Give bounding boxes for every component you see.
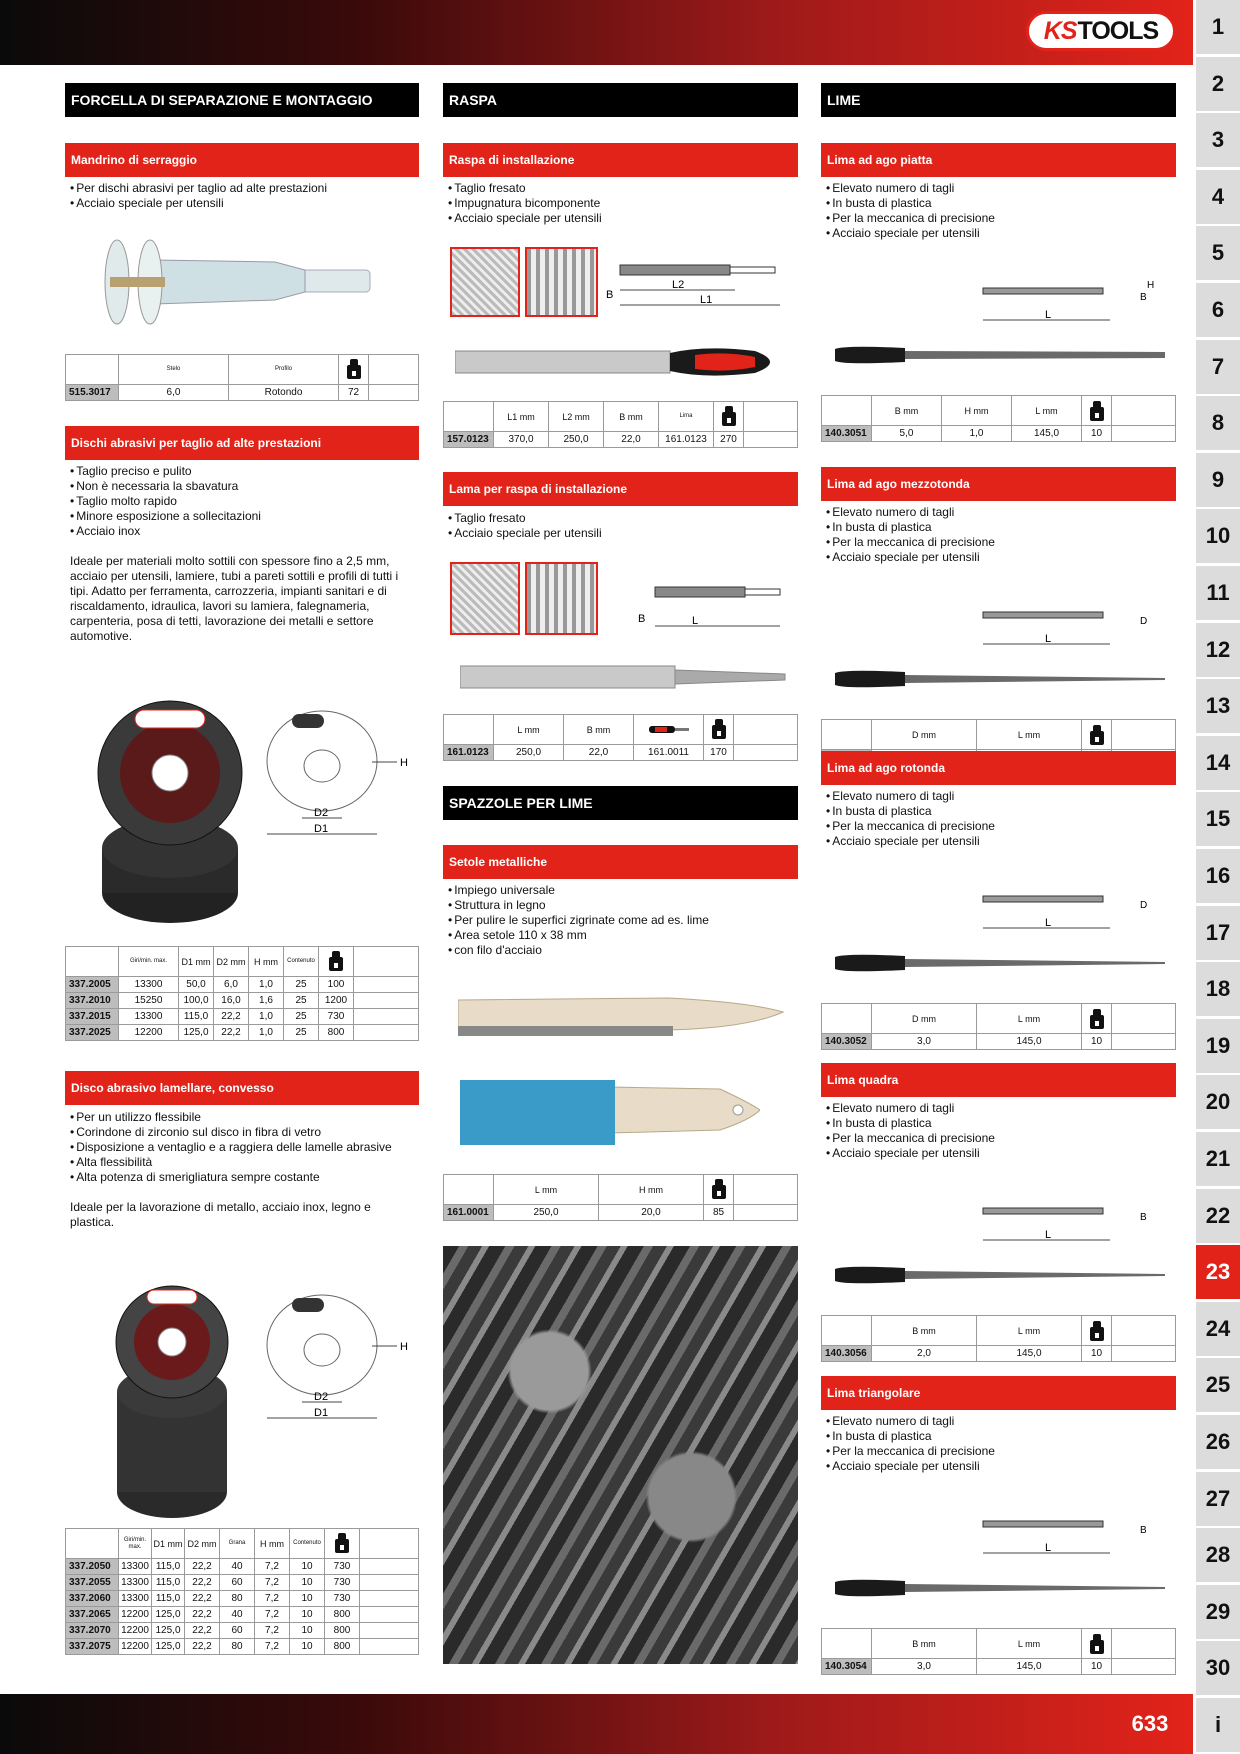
tab-15[interactable]: 15	[1196, 792, 1240, 846]
tab-9[interactable]: 9	[1196, 453, 1240, 507]
bullet: • Per la meccanica di precisione	[826, 211, 995, 226]
bullet: • Elevato numero di tagli	[826, 181, 995, 196]
brand-logo: KS TOOLS	[1026, 11, 1176, 51]
dim-label: B	[1140, 1212, 1147, 1223]
product-title-lamellare: Disco abrasivo lamellare, convesso	[65, 1071, 419, 1105]
bullets-lima	[826, 505, 995, 565]
bullet: • In busta di plastica	[826, 196, 995, 211]
tab-27[interactable]: 27	[1196, 1472, 1240, 1526]
bullet: • Impugnatura bicomponente	[448, 196, 602, 211]
cutting-disc-image	[90, 698, 250, 928]
bullet: • Elevato numero di tagli	[826, 789, 995, 804]
table-lima: D mm L mm 140.3052 3,0 145,0 10	[821, 1003, 1176, 1050]
table-lima: B mm L mm 140.3054 3,0 145,0 10	[821, 1628, 1176, 1675]
bullet: • Area setole 110 x 38 mm	[448, 928, 709, 943]
disc-dimension-drawing	[262, 706, 422, 846]
bullet: • In busta di plastica	[826, 1116, 995, 1131]
tab-30[interactable]: 30	[1196, 1641, 1240, 1695]
header-bar	[0, 0, 1193, 65]
bullet: • Acciaio speciale per utensili	[826, 834, 995, 849]
table-lamellare: Giri/min. max. D1 mm D2 mm Grana H mm Contenuto 337.2050 13300 115,0 22,2 40 7,2 10 730 337.2055 13300 115,0 22,2 60 7,2 10 730 337.2060 13300 115,0 22,2 80 7,2 10 730 337.2065 12200 125,0 22,2 40 7,2 10 800 337.2070 12200 125,0 22,2 60 7,2 10 800 337.2075 12200 125,0 22,2 80 7,2 10 800	[65, 1528, 419, 1655]
bullet: • Per la meccanica di precisione	[826, 1131, 995, 1146]
product-title-mandrino: Mandrino di serraggio	[65, 143, 419, 177]
bullet: • Taglio molto rapido	[70, 494, 261, 509]
tab-23[interactable]: 23	[1196, 1245, 1240, 1299]
bullets-lima	[826, 181, 995, 241]
rasp-image	[455, 345, 785, 380]
dim-label-d1: D1	[314, 823, 329, 835]
bullet: • Acciaio speciale per utensili	[70, 196, 327, 211]
bullet: • Per dischi abrasivi per taglio ad alte prestazioni	[70, 181, 327, 196]
bullet: • In busta di plastica	[826, 804, 995, 819]
tab-26[interactable]: 26	[1196, 1415, 1240, 1469]
product-title-lima: Lima ad ago piatta	[821, 143, 1176, 177]
bullet: • In busta di plastica	[826, 1429, 995, 1444]
bullet: • Non è necessaria la sbavatura	[70, 479, 261, 494]
bullet: • Disposizione a ventaglio e a raggiera delle lamelle abrasive	[70, 1140, 392, 1155]
package-icon	[710, 1179, 728, 1201]
bullet: • Taglio fresato	[448, 511, 602, 526]
dim-label-h: H	[400, 757, 408, 769]
table-lima: B mm L mm 140.3056 2,0 145,0 10	[821, 1315, 1176, 1362]
product-title-lima: Lima ad ago mezzotonda	[821, 467, 1176, 501]
rasp-texture-image	[450, 562, 520, 635]
tab-2[interactable]: 2	[1196, 57, 1240, 111]
needle-file-image	[835, 951, 1165, 975]
tab-13[interactable]: 13	[1196, 679, 1240, 733]
package-icon	[345, 359, 363, 381]
wire-brush-blue-image	[460, 1075, 760, 1155]
bullet: • Acciaio inox	[70, 524, 261, 539]
blade-dimension-drawing	[630, 574, 790, 634]
file-dimension-drawing	[975, 1513, 1155, 1563]
file-bin-photo	[443, 1246, 798, 1664]
page-number: 633	[1131, 1711, 1169, 1736]
dim-label-b: B	[638, 613, 646, 625]
table-setole: L mm H mm 161.0001 250,0 20,0 85	[443, 1174, 798, 1221]
dim-label: B	[1140, 1525, 1147, 1536]
product-title-lima: Lima ad ago rotonda	[821, 751, 1176, 785]
package-icon	[333, 1533, 351, 1555]
table-lama: L mm B mm 161.0123 250,0 22,0 161.0011 170	[443, 714, 798, 761]
file-dimension-drawing	[975, 1200, 1155, 1250]
file-dimension-drawing	[975, 280, 1155, 330]
dim-label-l: L	[1045, 1542, 1052, 1554]
bullet: • Taglio preciso e pulito	[70, 464, 261, 479]
table-lima: B mm H mm L mm 140.3051 5,0 1,0 145,0 10	[821, 395, 1176, 442]
section-title-lime: LIME	[821, 83, 1176, 117]
product-title-lama-raspa: Lama per raspa di installazione	[443, 472, 798, 506]
tab-5[interactable]: 5	[1196, 226, 1240, 280]
tab-21[interactable]: 21	[1196, 1132, 1240, 1186]
package-icon	[327, 951, 345, 973]
bullet: • Minore esposizione a sollecitazioni	[70, 509, 261, 524]
dim-label-l: L	[692, 615, 699, 627]
bullet: • Acciaio speciale per utensili	[826, 226, 995, 241]
product-title-lima: Lima quadra	[821, 1063, 1176, 1097]
tab-7[interactable]: 7	[1196, 340, 1240, 394]
package-icon	[1088, 1321, 1106, 1341]
bullet: • Corindone di zirconio sul disco in fibra di vetro	[70, 1125, 392, 1140]
tab-14[interactable]: 14	[1196, 736, 1240, 790]
needle-file-image	[835, 1576, 1165, 1600]
bullet: • Elevato numero di tagli	[826, 505, 995, 520]
package-icon	[1088, 401, 1106, 421]
tab-10[interactable]: 10	[1196, 509, 1240, 563]
bullet: • con filo d'acciaio	[448, 943, 709, 958]
needle-file-image	[835, 343, 1165, 367]
tab-6[interactable]: 6	[1196, 283, 1240, 337]
bullet: • Impiego universale	[448, 883, 709, 898]
bullet: • Per la meccanica di precisione	[826, 819, 995, 834]
tab-25[interactable]: 25	[1196, 1358, 1240, 1412]
bullet: • Alta potenza di smerigliatura sempre costante	[70, 1170, 392, 1185]
dim-label: B	[1140, 292, 1147, 303]
tool-handle-icon	[647, 722, 691, 738]
dim-label-h: H	[400, 1341, 408, 1353]
product-title-setole: Setole metalliche	[443, 845, 798, 879]
wire-brush-image	[458, 990, 788, 1050]
tab-12[interactable]: 12	[1196, 623, 1240, 677]
bullet: • Acciaio speciale per utensili	[826, 550, 995, 565]
bullets-dischi	[70, 464, 261, 539]
bullet: • Per la meccanica di precisione	[826, 1444, 995, 1459]
dim-label-b: B	[606, 289, 614, 301]
bullets-lima	[826, 789, 995, 849]
bullet: • Acciaio speciale per utensili	[448, 211, 602, 226]
tab-24[interactable]: 24	[1196, 1302, 1240, 1356]
bullet: • Struttura in legno	[448, 898, 709, 913]
section-title-forcella: FORCELLA DI SEPARAZIONE E MONTAGGIO	[65, 83, 419, 117]
tab-19[interactable]: 19	[1196, 1019, 1240, 1073]
dim-label-l2: L2	[672, 279, 685, 291]
bullet: • Per la meccanica di precisione	[826, 535, 995, 550]
product-title-raspa-installazione: Raspa di installazione	[443, 143, 798, 177]
table-raspa: L1 mm L2 mm B mm Lima 157.0123 370,0 250,0 22,0 161.0123 270	[443, 401, 798, 448]
bullets-setole	[448, 883, 709, 958]
tab-11[interactable]: 11	[1196, 566, 1240, 620]
rasp-texture-image	[525, 562, 598, 635]
bullet: • Acciaio speciale per utensili	[826, 1146, 995, 1161]
dim-label-l: L	[1045, 917, 1052, 929]
dim-label-l: L	[1045, 1229, 1052, 1241]
file-dimension-drawing	[975, 888, 1155, 938]
bullet: • Per pulire le superfici zigrinate come ad es. lime	[448, 913, 709, 928]
bullets-mandrino	[70, 181, 327, 211]
rasp-blade-image	[460, 662, 790, 692]
table-dischi: Giri/min. max. D1 mm D2 mm H mm Contenuto 337.2005 13300 50,0 6,0 1,0 25 100 337.2010 15250 100,0 16,0 1,6 25 1200 337.2015 13300 115,0 22,2 1,0 25 730 337.2025 12200 125,0 22,2 1,0 25 800	[65, 946, 419, 1041]
product-title-dischi: Dischi abrasivi per taglio ad alte prestazioni	[65, 426, 419, 460]
tab-4[interactable]: 4	[1196, 170, 1240, 224]
bullet: • Acciaio speciale per utensili	[826, 1459, 995, 1474]
dim-label: D	[1140, 616, 1148, 627]
bullet: • Acciaio speciale per utensili	[448, 526, 602, 541]
chuck-image	[95, 232, 395, 342]
dim-label: D	[1140, 900, 1148, 911]
bullet: • Per un utilizzo flessibile	[70, 1110, 392, 1125]
file-dimension-drawing	[975, 604, 1155, 654]
table-mandrino: Stelo Profilo 515.3017 6,0 Rotondo 72	[65, 354, 419, 401]
chapter-tabs	[1196, 0, 1240, 1754]
bullets-raspa	[448, 181, 602, 226]
tab-20[interactable]: 20	[1196, 1075, 1240, 1129]
flap-disc-dimension-drawing	[262, 1290, 422, 1430]
product-title-lima: Lima triangolare	[821, 1376, 1176, 1410]
rasp-dimension-drawing	[600, 245, 800, 315]
bullets-lama	[448, 511, 602, 541]
tab-17[interactable]: 17	[1196, 906, 1240, 960]
bullets-lima	[826, 1101, 995, 1161]
needle-file-image	[835, 667, 1165, 691]
table-lima: D mm L mm	[821, 719, 1176, 766]
footer-bar	[0, 1694, 1193, 1754]
bullets-lamellare	[70, 1110, 392, 1185]
bullets-lima	[826, 1414, 995, 1474]
tab-i[interactable]: i	[1196, 1698, 1240, 1752]
tab-22[interactable]: 22	[1196, 1189, 1240, 1243]
bullet: • In busta di plastica	[826, 520, 995, 535]
tab-18[interactable]: 18	[1196, 962, 1240, 1016]
bullet: • Alta flessibilità	[70, 1155, 392, 1170]
rasp-texture-image	[525, 247, 598, 317]
package-icon	[1088, 725, 1106, 745]
section-title-spazzole: SPAZZOLE PER LIME	[443, 786, 798, 820]
tab-16[interactable]: 16	[1196, 849, 1240, 903]
bullet: • Elevato numero di tagli	[826, 1414, 995, 1429]
description-dischi: Ideale per materiali molto sottili con spessore fino a 2,5 mm, acciaio per utensili, lamiere, tubi a pareti sottili e profili di tutti i tipi. Adatto per ferramenta, carrozzeria, impianti sanitari e di riscaldamento, idraulica, lavori su lamiera, falegnameria, carpenteria, posa di tetti, lavorazione dei metalli e settore automotive.	[70, 554, 399, 643]
dim-label-d2: D2	[314, 1391, 329, 1403]
package-icon	[710, 719, 728, 741]
bullet: • Elevato numero di tagli	[826, 1101, 995, 1116]
package-icon	[720, 406, 738, 428]
dim-label-l: L	[1045, 633, 1052, 645]
tab-29[interactable]: 29	[1196, 1585, 1240, 1639]
dim-label-l1: L1	[700, 294, 713, 306]
tab-1[interactable]: 1	[1196, 0, 1240, 54]
tab-28[interactable]: 28	[1196, 1528, 1240, 1582]
tab-3[interactable]: 3	[1196, 113, 1240, 167]
dim-label-d2: D2	[314, 807, 329, 819]
rasp-texture-image	[450, 247, 520, 317]
package-icon	[1088, 1009, 1106, 1029]
description-lamellare: Ideale per la lavorazione di metallo, acciaio inox, legno e plastica.	[70, 1200, 371, 1229]
section-title-raspa: RASPA	[443, 83, 798, 117]
dim-label-l: L	[1045, 309, 1052, 321]
dim-label: H	[1147, 280, 1155, 291]
package-icon	[1088, 1634, 1106, 1654]
flap-disc-image	[112, 1282, 232, 1522]
tab-8[interactable]: 8	[1196, 396, 1240, 450]
dim-label-d1: D1	[314, 1407, 329, 1419]
bullet: • Taglio fresato	[448, 181, 602, 196]
needle-file-image	[835, 1263, 1165, 1287]
